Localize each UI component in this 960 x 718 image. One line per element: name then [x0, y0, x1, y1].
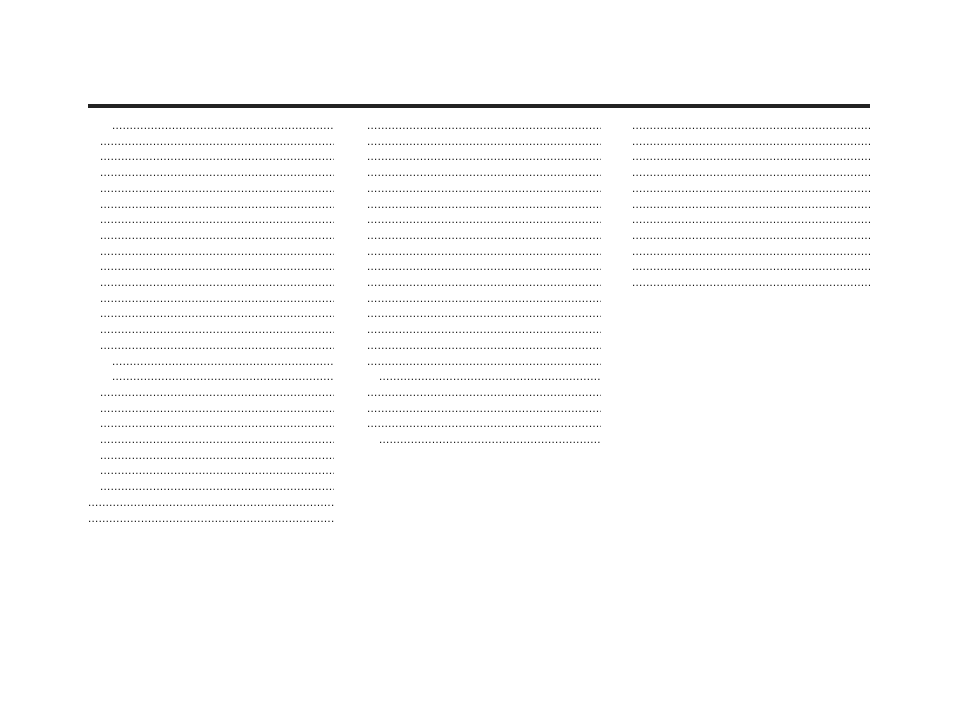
index-entry: [88, 495, 334, 511]
leader-dots: [632, 118, 870, 134]
index-entry: [88, 322, 334, 338]
index-entry: [620, 118, 870, 134]
index-entry: [88, 479, 334, 495]
index-entry: [355, 134, 601, 150]
leader-dots: [100, 244, 334, 260]
index-entry: [355, 228, 601, 244]
index-entry: [88, 463, 334, 479]
leader-dots: [100, 463, 334, 479]
leader-dots: [632, 149, 870, 165]
leader-dots: [100, 291, 334, 307]
index-entry: [88, 448, 334, 464]
leader-dots: [100, 259, 334, 275]
leader-dots: [100, 228, 334, 244]
leader-dots: [632, 244, 870, 260]
leader-dots: [632, 212, 870, 228]
leader-dots: [367, 197, 601, 213]
index-entry: [88, 306, 334, 322]
leader-dots: [367, 228, 601, 244]
leader-dots: [367, 322, 601, 338]
leader-dots: [112, 354, 334, 370]
index-column-1: [88, 118, 334, 526]
index-entry: [88, 354, 334, 370]
leader-dots: [367, 416, 601, 432]
index-entry: [88, 212, 334, 228]
leader-dots: [367, 212, 601, 228]
index-entry: [355, 416, 601, 432]
index-entry: [88, 259, 334, 275]
leader-dots: [379, 432, 601, 448]
leader-dots: [100, 322, 334, 338]
leader-dots: [367, 385, 601, 401]
index-entry: [620, 275, 870, 291]
index-entry: [620, 197, 870, 213]
leader-dots: [100, 401, 334, 417]
index-entry: [620, 181, 870, 197]
leader-dots: [100, 479, 334, 495]
index-entry: [355, 165, 601, 181]
leader-dots: [367, 401, 601, 417]
leader-dots: [100, 165, 334, 181]
leader-dots: [112, 118, 334, 134]
index-entry: [88, 275, 334, 291]
leader-dots: [367, 181, 601, 197]
leader-dots: [379, 369, 601, 385]
index-entry: [88, 432, 334, 448]
leader-dots: [367, 338, 601, 354]
leader-dots: [632, 259, 870, 275]
leader-dots: [100, 149, 334, 165]
index-entry: [620, 244, 870, 260]
index-entry: [355, 197, 601, 213]
index-entry: [88, 228, 334, 244]
leader-dots: [367, 134, 601, 150]
leader-dots: [112, 369, 334, 385]
leader-dots: [632, 181, 870, 197]
index-entry: [355, 322, 601, 338]
index-entry: [355, 118, 601, 134]
leader-dots: [100, 134, 334, 150]
leader-dots: [367, 149, 601, 165]
leader-dots: [100, 275, 334, 291]
index-entry: [355, 354, 601, 370]
index-entry: [88, 134, 334, 150]
index-entry: [355, 338, 601, 354]
index-entry: [88, 338, 334, 354]
leader-dots: [367, 275, 601, 291]
index-column-3: [620, 118, 870, 291]
leader-dots: [100, 448, 334, 464]
leader-dots: [88, 511, 334, 527]
leader-dots: [632, 134, 870, 150]
index-entry: [620, 212, 870, 228]
index-entry: [88, 118, 334, 134]
leader-dots: [88, 495, 334, 511]
index-entry: [620, 259, 870, 275]
leader-dots: [100, 212, 334, 228]
index-entry: [355, 432, 601, 448]
index-entry: [88, 291, 334, 307]
index-entry: [620, 228, 870, 244]
leader-dots: [100, 432, 334, 448]
leader-dots: [367, 291, 601, 307]
index-entry: [88, 165, 334, 181]
index-entry: [355, 369, 601, 385]
leader-dots: [367, 259, 601, 275]
index-entry: [88, 416, 334, 432]
index-entry: [88, 369, 334, 385]
leader-dots: [100, 197, 334, 213]
leader-dots: [367, 118, 601, 134]
leader-dots: [632, 197, 870, 213]
leader-dots: [100, 416, 334, 432]
leader-dots: [367, 306, 601, 322]
index-entry: [88, 244, 334, 260]
index-entry: [88, 401, 334, 417]
index-entry: [88, 149, 334, 165]
index-entry: [355, 149, 601, 165]
leader-dots: [100, 338, 334, 354]
index-entry: [355, 291, 601, 307]
index-entry: [355, 244, 601, 260]
leader-dots: [100, 306, 334, 322]
index-entry: [355, 259, 601, 275]
index-entry: [355, 275, 601, 291]
index-entry: [620, 149, 870, 165]
index-entry: [355, 212, 601, 228]
index-column-2: [355, 118, 601, 448]
leader-dots: [632, 275, 870, 291]
leader-dots: [632, 228, 870, 244]
index-entry: [355, 181, 601, 197]
leader-dots: [367, 354, 601, 370]
leader-dots: [100, 385, 334, 401]
leader-dots: [632, 165, 870, 181]
leader-dots: [367, 165, 601, 181]
index-entry: [88, 197, 334, 213]
title-rule: [88, 104, 870, 108]
index-entry: [620, 165, 870, 181]
leader-dots: [367, 244, 601, 260]
index-entry: [88, 511, 334, 527]
leader-dots: [100, 181, 334, 197]
index-entry: [88, 181, 334, 197]
index-entry: [355, 306, 601, 322]
index-entry: [355, 385, 601, 401]
index-entry: [88, 385, 334, 401]
index-entry: [620, 134, 870, 150]
index-entry: [355, 401, 601, 417]
